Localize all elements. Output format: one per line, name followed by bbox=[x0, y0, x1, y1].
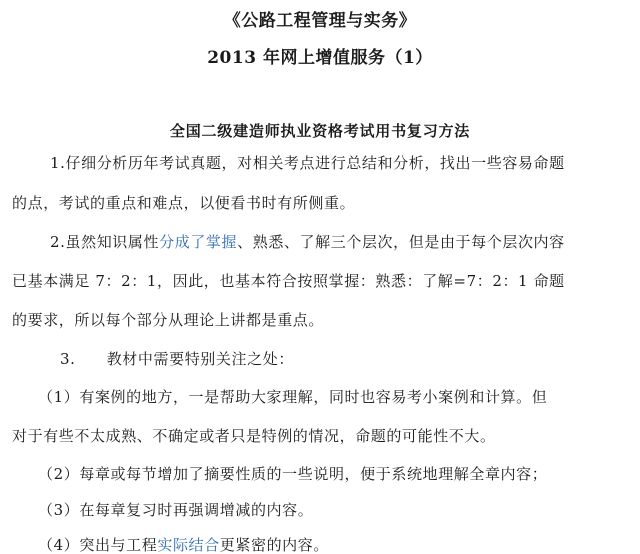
item-4-text: 更紧密的内容。 bbox=[219, 536, 329, 554]
item-3: （3）在每章复习时再强调增减的内容。 bbox=[38, 501, 314, 519]
paragraph-3-line-1: 3. 教材中需要特别关注之处： bbox=[60, 350, 294, 368]
item-2: （2）每章或每节增加了摘要性质的一些说明，便于系统地理解全章内容； bbox=[38, 465, 548, 483]
paragraph-2-text: 2.虽然知识属性 bbox=[50, 233, 160, 251]
section-heading: 全国二级建造师执业资格考试用书复习方法 bbox=[169, 122, 471, 140]
item-1-line-2: 对于有些不太成熟、不确定或者只是特例的情况，命题的可能性不大。 bbox=[12, 427, 496, 445]
item-4-text: （4）突出与工程 bbox=[38, 536, 158, 554]
item-1-line-1: （1）有案例的地方，一是帮助大家理解，同时也容易考小案例和计算。但 bbox=[38, 388, 548, 406]
paragraph-2-line-2: 已基本满足 7：2：1，因此，也基本符合按照掌握：熟悉：了解=7：2：1 命题 bbox=[12, 272, 565, 290]
document-title: 《公路工程管理与实务》 bbox=[223, 11, 417, 31]
paragraph-2-text: 、熟悉、了解三个层次，但是由于每个层次内容 bbox=[237, 233, 565, 251]
paragraph-2-line-1 bbox=[50, 232, 565, 252]
paragraph-1-line-2: 的点，考试的重点和难点，以便看书时有所侧重。 bbox=[12, 194, 356, 212]
paragraph-1-line-1: 1.仔细分析历年考试真题，对相关考点进行总结和分析，找出一些容易命题 bbox=[50, 154, 565, 172]
item-4 bbox=[38, 535, 329, 554]
highlighted-text: 实际结合 bbox=[157, 536, 220, 554]
document-subtitle: 2013 年网上增值服务（1） bbox=[207, 48, 433, 68]
paragraph-2-line-3: 的要求，所以每个部分从理论上讲都是重点。 bbox=[12, 311, 325, 329]
highlighted-text: 分成了掌握 bbox=[159, 233, 238, 251]
